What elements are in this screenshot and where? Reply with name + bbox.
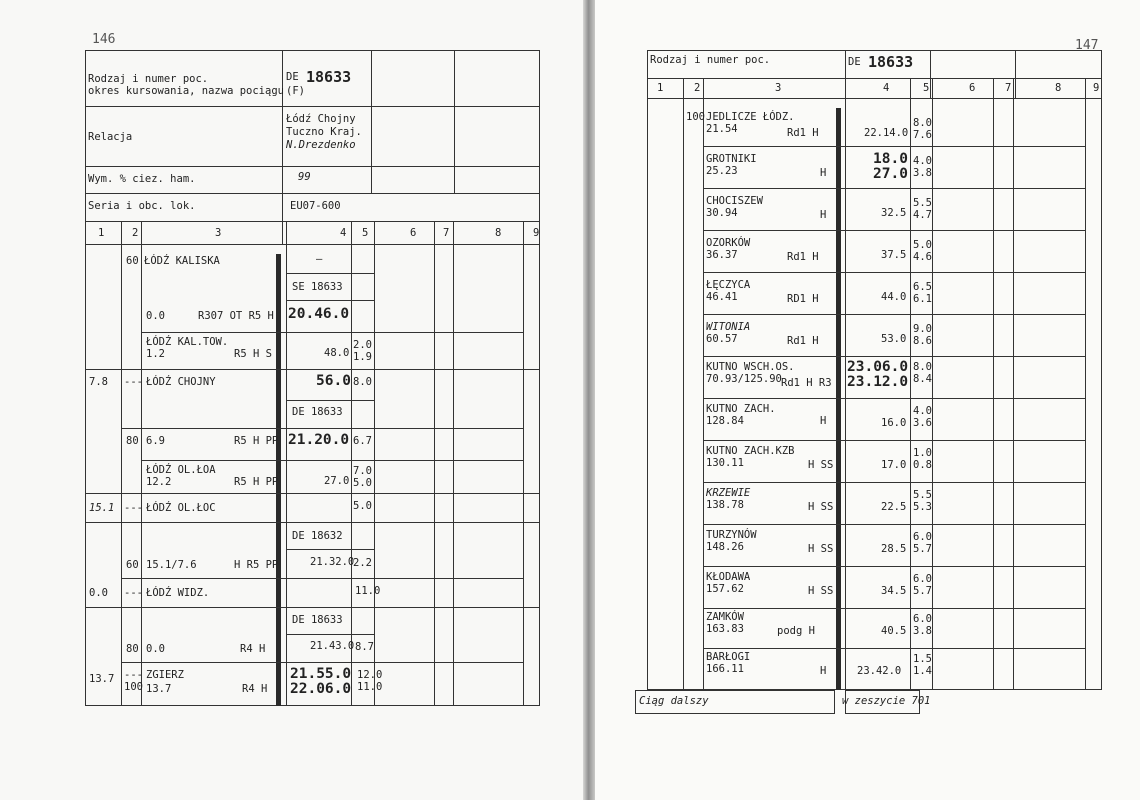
station-name: KUTNO ZACH.KZB [706, 445, 795, 457]
station-name: GROTNIKI [706, 153, 757, 165]
pass-time: 48.0 [324, 347, 350, 359]
km-value: 36.37 [706, 249, 738, 261]
station-marks: RD1 H [787, 293, 819, 305]
departure-time: 21.20.0 [288, 432, 350, 448]
pass-time: 22.14.0 [864, 127, 909, 139]
km-value: 46.41 [706, 291, 738, 303]
station-name: TURZYNÓW [706, 529, 757, 541]
row-speed: 60 [126, 559, 139, 571]
km-value: 148.26 [706, 541, 744, 553]
station-name: ŁÓDŹ WIDZ. [146, 587, 210, 599]
arrival-departure-time: 23.06.0 23.12.0 [847, 359, 909, 390]
train-number: 18633 [306, 68, 352, 86]
pass-time: 28.5 [881, 543, 907, 555]
distance-value: 7.8 [89, 376, 108, 388]
station-marks: R5 H PP [234, 435, 279, 447]
col-number-4: 4 [883, 82, 890, 94]
km-value: 15.1/7.6 [146, 559, 197, 571]
km-value: 163.83 [706, 623, 744, 635]
km-value: 0.0 [146, 310, 165, 322]
station-name: KUTNO WSCH.OS. [706, 361, 795, 373]
row-speed: --- 100 [124, 669, 143, 693]
row-speed: --- [124, 376, 143, 388]
station-name: ZGIERZ [146, 669, 184, 681]
station-name: ŁÓDŹ KAL.TOW. [146, 336, 229, 348]
pass-time: 17.0 [881, 459, 907, 471]
departure-time: — [316, 253, 323, 265]
booklet-reference: w zeszycie 701 [842, 695, 931, 707]
train-change-label: DE 18633 [292, 614, 343, 626]
relation-line-2: Tuczno Kraj. [286, 126, 362, 138]
station-marks: R5 H PP [234, 476, 279, 488]
station-marks: R4 H [242, 683, 268, 695]
km-value: 0.0 [146, 643, 165, 655]
run-time: 2.0 1.9 [353, 339, 372, 363]
col-number-9: 9 [1093, 82, 1100, 94]
pass-time: 32.5 [881, 207, 907, 219]
train-prefix: DE [848, 56, 861, 68]
station-name: KŁODAWA [706, 571, 751, 583]
station-marks: Rd1 H [787, 127, 819, 139]
station-name: WITONIA [706, 321, 751, 333]
station-marks: H [820, 167, 827, 179]
loco-value: EU07-600 [290, 200, 341, 212]
station-marks: H [820, 415, 827, 427]
km-value: 128.84 [706, 415, 744, 427]
run-time: 11.0 [355, 585, 381, 597]
pass-time: 34.5 [881, 585, 907, 597]
run-time: 8.0 7.6 [913, 117, 932, 141]
col-number-8: 8 [1055, 82, 1062, 94]
station-name: JEDLICZE ŁÓDZ. [706, 111, 795, 123]
run-time: 8.0 8.4 [913, 361, 932, 385]
station-name: CHOCISZEW [706, 195, 763, 207]
distance-value: 0.0 [89, 587, 108, 599]
train-suffix: (F) [286, 85, 305, 97]
run-time: 1.5 1.4 [913, 653, 932, 677]
station-marks: H [820, 665, 827, 677]
pass-time: 22.5 [881, 501, 907, 513]
station-name: ŁÓDŹ OL.ŁOC [146, 502, 216, 514]
row-speed: 60 [126, 255, 139, 267]
col-number-1: 1 [98, 227, 105, 239]
station-name: ŁÓDŹ KALISKA [144, 255, 220, 267]
station-marks: H R5 PP [234, 559, 279, 571]
col-number-4: 4 [340, 227, 347, 239]
km-value: 166.11 [706, 663, 744, 675]
train-change-label: SE 18633 [292, 281, 343, 293]
km-value: 1.2 [146, 348, 165, 360]
arrival-time: 23.42.0 [857, 665, 902, 677]
run-time: 5.5 4.7 [913, 197, 932, 221]
station-marks: Rd1 H [787, 251, 819, 263]
relation-label: Relacja [88, 131, 133, 143]
station-name: ŁÓDŹ OL.ŁOA [146, 464, 216, 476]
run-time: 6.0 3.8 [913, 613, 932, 637]
pass-time: 16.0 [881, 417, 907, 429]
relation-line-3: N.Drezdenko [286, 139, 356, 151]
col-number-5: 5 [923, 82, 930, 94]
row-speed: --- [124, 502, 143, 514]
row-speed: 80 [126, 643, 139, 655]
pass-time: 37.5 [881, 249, 907, 261]
col-number-2: 2 [694, 82, 701, 94]
track-bar-right [836, 108, 841, 690]
braking-value: 99 [298, 171, 311, 183]
station-marks: H SS [808, 501, 834, 513]
run-time: 8.0 [353, 376, 372, 388]
run-time: 6.5 6.1 [913, 281, 932, 305]
departure-time: 20.46.0 [288, 306, 350, 322]
station-marks: podg H [777, 625, 815, 637]
run-time: 2.2 [353, 557, 372, 569]
distance-value: 15.1 [89, 502, 115, 514]
run-time: 1.0 0.8 [913, 447, 932, 471]
km-value: 138.78 [706, 499, 744, 511]
station-name: OZORKÓW [706, 237, 751, 249]
km-value: 13.7 [146, 683, 172, 695]
departure-time: 21.43.0 [310, 640, 355, 652]
page-number-left: 146 [92, 32, 116, 47]
run-time: 5.0 4.6 [913, 239, 932, 263]
book-gutter [583, 0, 595, 800]
run-time: 4.0 3.8 [913, 155, 932, 179]
station-marks: Rd1 H [787, 335, 819, 347]
row-speed: 100 [686, 111, 705, 123]
km-value: 21.54 [706, 123, 738, 135]
run-time: 5.0 [353, 500, 372, 512]
station-name: ZAMKÓW [706, 611, 744, 623]
arrival-departure-time: 21.55.0 22.06.0 [290, 666, 352, 697]
departure-time: 21.32.0 [310, 556, 355, 568]
run-time: 7.0 5.0 [353, 465, 372, 489]
station-marks: H SS [808, 585, 834, 597]
pass-time: 40.5 [881, 625, 907, 637]
km-value: 130.11 [706, 457, 744, 469]
run-time: 6.7 [353, 435, 372, 447]
km-value: 6.9 [146, 435, 165, 447]
col-number-3: 3 [775, 82, 782, 94]
col-number-6: 6 [410, 227, 417, 239]
pass-time: 27.0 [324, 475, 350, 487]
station-marks: Rd1 H R3 [781, 377, 832, 389]
col-number-6: 6 [969, 82, 976, 94]
station-marks: H [820, 209, 827, 221]
braking-label: Wym. % ciez. ham. [88, 173, 196, 185]
arrival-departure-time: 18.0 27.0 [873, 151, 908, 182]
run-time: 6.0 5.7 [913, 573, 932, 597]
station-marks: R5 H S [234, 348, 272, 360]
train-change-label: DE 18633 [292, 406, 343, 418]
station-name: BARŁOGI [706, 651, 751, 663]
run-time: 8.7 [355, 641, 374, 653]
station-marks: H SS [808, 459, 834, 471]
header-type-label-1: Rodzaj i numer poc. [88, 73, 209, 85]
train-prefix: DE [286, 71, 299, 83]
col-number-7: 7 [1005, 82, 1012, 94]
pass-time: 53.0 [881, 333, 907, 345]
col-number-8: 8 [495, 227, 502, 239]
loco-label: Seria i obc. lok. [88, 200, 196, 212]
run-time: 6.0 5.7 [913, 531, 932, 555]
run-time: 4.0 3.6 [913, 405, 932, 429]
relation-line-1: Łódź Chojny [286, 113, 356, 125]
right-page [595, 0, 1140, 800]
pass-time: 44.0 [881, 291, 907, 303]
km-value: 25.23 [706, 165, 738, 177]
col-number-1: 1 [657, 82, 664, 94]
continuation-label: Ciąg dalszy [639, 695, 709, 707]
col-number-7: 7 [443, 227, 450, 239]
km-value: 12.2 [146, 476, 172, 488]
run-time: 9.0 8.6 [913, 323, 932, 347]
col-number-9: 9 [533, 227, 540, 239]
row-speed: 80 [126, 435, 139, 447]
col-number-2: 2 [132, 227, 139, 239]
arrival-time: 56.0 [316, 373, 351, 389]
distance-value: 13.7 [89, 673, 115, 685]
header-type-label: Rodzaj i numer poc. [650, 54, 771, 66]
km-value: 30.94 [706, 207, 738, 219]
station-name: KRZEWIE [706, 487, 751, 499]
station-name: ŁÓDŹ CHOJNY [146, 376, 216, 388]
train-change-label: DE 18632 [292, 530, 343, 542]
station-name: KUTNO ZACH. [706, 403, 776, 415]
col-number-5: 5 [362, 227, 369, 239]
station-name: ŁĘCZYCA [706, 279, 751, 291]
run-time: 12.0 11.0 [357, 669, 383, 693]
header-type-label-2: okres kursowania, nazwa pociągu [88, 85, 284, 97]
station-marks: R307 OT R5 H [198, 310, 274, 322]
km-value: 157.62 [706, 583, 744, 595]
row-speed: --- [124, 587, 143, 599]
col-number-3: 3 [215, 227, 222, 239]
station-marks: H SS [808, 543, 834, 555]
station-marks: R4 H [240, 643, 266, 655]
km-value: 60.57 [706, 333, 738, 345]
train-number: 18633 [868, 53, 914, 71]
km-value: 70.93/125.90 [706, 373, 782, 385]
page-number-right: 147 [1075, 38, 1099, 53]
run-time: 5.5 5.3 [913, 489, 932, 513]
